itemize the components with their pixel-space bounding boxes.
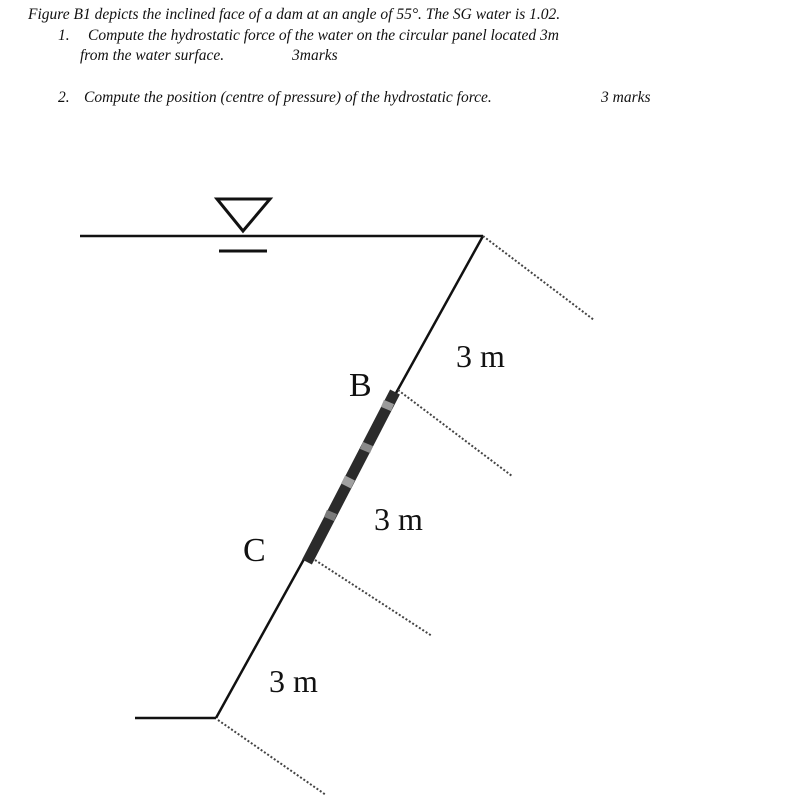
dimension-top-label: 3 m (456, 338, 505, 374)
item-2-number: 2. (58, 89, 70, 106)
item-1-marks: 3marks (292, 47, 338, 64)
dimension-bottom-label: 3 m (269, 663, 318, 699)
point-b-label: B (349, 367, 372, 404)
item-2-marks: 3 marks (601, 89, 651, 106)
free-surface-triangle-icon (217, 199, 270, 251)
item-2-text: Compute the position (centre of pressure) of the hydrostatic force. (84, 89, 492, 106)
question-intro: Figure B1 depicts the inclined face of a dam at an angle of 55°. The SG water is 1.02. (28, 6, 561, 23)
dimension-middle-label: 3 m (374, 501, 423, 537)
item-1-text-line2: from the water surface. (80, 47, 225, 64)
item-1-text-line1: Compute the hydrostatic force of the water on the circular panel located 3m (88, 27, 559, 44)
dam-figure (0, 150, 790, 797)
point-c-label: C (243, 532, 266, 569)
item-1-number: 1. (58, 27, 70, 44)
